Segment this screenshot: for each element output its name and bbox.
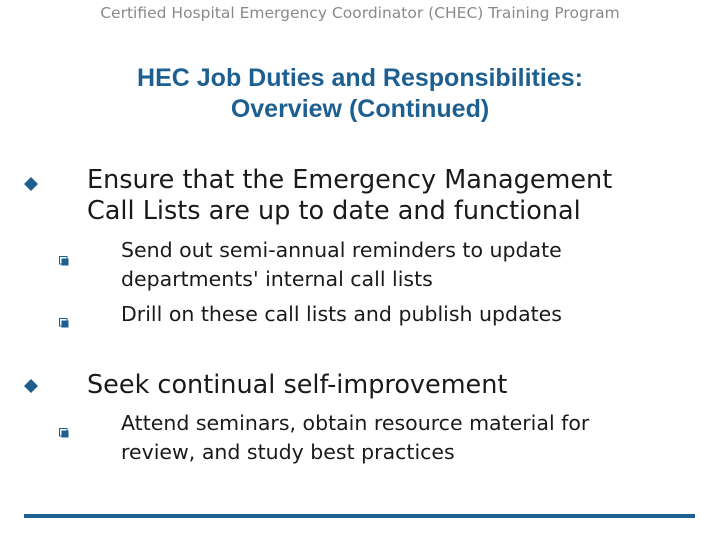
checkbox-bullet-icon: [59, 318, 69, 328]
bullet-text-line-2: Call Lists are up to date and functional: [87, 196, 581, 226]
sub-bullet-item: [121, 409, 711, 467]
sub-bullet-text-line-2: departments' internal call lists: [121, 267, 433, 291]
slide-title-line-1: HEC Job Duties and Responsibilities:: [137, 64, 583, 92]
slide-title: [0, 63, 720, 125]
diamond-bullet-icon: [24, 379, 38, 393]
slide-title-line-2: Overview (Continued): [230, 95, 490, 123]
footer-rule: [24, 514, 695, 518]
sub-bullet-text-line-2: review, and study best practices: [121, 440, 455, 464]
sub-bullet-text-line-1: Attend seminars, obtain resource material for: [121, 411, 590, 435]
checkbox-bullet-icon: [59, 256, 69, 266]
sub-bullet-item: [121, 236, 711, 294]
checkbox-bullet-icon: [59, 428, 69, 438]
bullet-text-line-1: Seek continual self-improvement: [87, 370, 508, 400]
sub-bullet-text-line-1: Send out semi-annual reminders to update: [121, 238, 562, 262]
slide-header: Certified Hospital Emergency Coordinator (CHEC) Training Program: [100, 4, 620, 22]
bullet-item: [87, 370, 707, 401]
sub-bullet-text-line-1: Drill on these call lists and publish updates: [121, 302, 562, 326]
bullet-text-line-1: Ensure that the Emergency Management: [87, 165, 613, 195]
diamond-bullet-icon: [24, 177, 38, 191]
bullet-item: [87, 165, 707, 227]
sub-bullet-item: [121, 300, 711, 329]
